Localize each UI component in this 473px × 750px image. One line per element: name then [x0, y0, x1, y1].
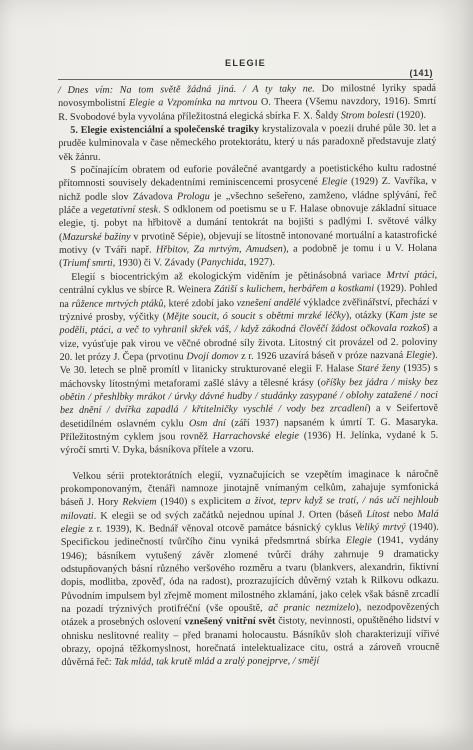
- title-italic: vznešení andělé: [236, 297, 301, 309]
- quote-text: a život, teprv když se tratí, / nás učí nejhloub milovati: [60, 494, 439, 522]
- title-italic: Elegie a Vzpomínka na mrtvou: [128, 97, 258, 109]
- header-rule: [58, 79, 433, 80]
- text-run: ), otázky (: [345, 309, 389, 322]
- title-italic: Harrachovské elegie: [212, 430, 300, 442]
- emphasis-bold: vznešený vnitřní svět: [184, 616, 276, 628]
- quote-text: / Dnes vím: Na tom světě žádná jiná. / A ty taky ne.: [58, 83, 315, 96]
- title-italic: Osm dní: [188, 417, 226, 429]
- title-italic: Mrtví ptáci: [386, 269, 435, 281]
- title-italic: Veliký mrtvý: [354, 521, 406, 534]
- quote-text: Tak mlád, tak krutě mlád a zralý ponejprve, / smějí: [114, 655, 320, 669]
- text-run: v prvotině Sépie), objevují se lítostně intonované mortuální a katastrofické motivy (v Tváři např.: [58, 229, 437, 257]
- text-run: (1920).: [393, 109, 426, 121]
- page-number: (141): [409, 68, 433, 78]
- text-run: (září 1937) napsaném k úmrtí T. G. Masaryka. Příležitostným cyklem jsou rovněž: [60, 416, 439, 443]
- text-run: výkladce zvěřinářství, přechází v trýznivé prosby, výčitky (: [59, 296, 438, 323]
- body-text: [58, 82, 440, 670]
- text-run: , 1927).: [243, 257, 275, 269]
- text-run: , 1930) či V. Závady (: [112, 257, 201, 270]
- title-italic: Prologu: [176, 190, 210, 203]
- paragraph-5: [60, 467, 439, 669]
- text-run: (1940). Specifickou jedinečností tvůrčího činu vyniká předsmrtná sbírka: [60, 521, 439, 549]
- title-italic: Rekviem: [122, 496, 157, 508]
- title-italic: Strom bolesti: [340, 109, 395, 121]
- text-run: ). Ve 30. letech se plně promítl v litanicky strukturované elegii F. Halase: [59, 349, 438, 377]
- text-run: čistoty, nevinnosti, opuštěného lidství v ohnisku neslitovné reality – před branami holocaustu. Básníkův sloh charakterizují vířivé obrazy, opojná těžkomyslnost, horečnatá intelektualizace citu, ostrá a zároveň vroucně důvěrná řeč:: [61, 615, 440, 669]
- text-run: krystalizovala v poezii druhé půle 30. let a pruděe kulminovala v čase německého protektorátu, který u nás paradoxně představuje zlatý věk žánru.: [58, 122, 437, 163]
- text-run: ) a vize, vyúsťuje pak virou ve věčné obrodné síly života. Litostný cit provázel od 2. poloviny 20. let prózy J. Čepa (prvotinu: [59, 322, 438, 363]
- quote-text: oříšky bez jádra / misky bez obětin / přeshlbky mrákot / úrvky dávné hudby / studánky zasypané / oblohy zatažené / noci bez dnění / dvířka zapadlá / křtitelničky vyschlé / vody bez zrcadlení: [59, 376, 438, 417]
- paragraph-1: [58, 82, 436, 124]
- text-run: ), a podobně je tomu i u V. Holana (: [59, 242, 438, 270]
- title-italic: Zátiší s kulichem, herbářem a kostkami: [213, 283, 375, 296]
- quote-text: ač pranic nezmizelo: [268, 602, 356, 614]
- text-run: Do milostné lyriky spadá novosymbolistní: [58, 82, 437, 110]
- quote-text: Mějte soucit, ó soucit s obětmi mrzké léčky: [166, 310, 346, 323]
- text-run: , které zdobí jako: [163, 297, 237, 309]
- text-run: (1941, vydány 1946); básníkem vytušený závěr zlomené tvůrčí dráhy zahrnuje 9 dramaticky odstupňovaných básní různého veršového rozměru a tvaru (blankvers, alexandrin, fiktivní dopis, modlitba, zpověď, óda na radost), prozrazujících důvěrný vztah k Rilkovu odkazu. Původním impulsem byl zřejmě moment milostného zklamání, jako celek však básně zrcadlí na pozadí trýznivých protifréční (vše opouště,: [60, 535, 440, 616]
- text-run: z r. 1939), K. Bednář věnoval otcově památce básnický cyklus: [84, 522, 355, 535]
- title-italic: Triumf smrti: [62, 258, 113, 270]
- text-run: ) a v Seifertově desetidílném oslavném cyklu: [60, 402, 439, 430]
- text-run: nebo: [389, 508, 418, 520]
- quote-text: Kam jste se poděli, ptáci, a več to vyhranil skřek váš, / když zákodná člověčí žádost očkovala rozkoš: [59, 309, 438, 337]
- text-run: (1935) s máchovsky lítostnými metaforami zašlé slávy a tělesné krásy (: [59, 362, 438, 390]
- running-header: [58, 58, 433, 80]
- text-run: z r. 1926 uzavírá báseň v próze nazvaná: [238, 349, 407, 362]
- chapter-title: ELEGIE: [225, 58, 266, 68]
- paragraph-4: [59, 268, 438, 457]
- title-italic: vegetativní stesk: [90, 204, 159, 216]
- title-italic: Staré ženy: [357, 363, 401, 375]
- text-run: O. Theera (Všemu navzdory, 1916). Smrtí R. Svobodové byla vyvolána příležitostná elegická sbírka F. X. Šaldy: [58, 96, 437, 123]
- text-run: , centrální cyklus ve sbírce R. Weinera: [59, 269, 438, 297]
- title-italic: Hřbitov, Za mrtvým, Amudsen: [155, 243, 283, 256]
- title-italic: Elegie: [321, 176, 348, 188]
- text-run: (1929). Pohled na: [59, 282, 438, 310]
- text-run: . K elegii se od svých začátků nejednou upínal J. Orten (báseň: [93, 508, 367, 522]
- paragraph-2: [58, 122, 436, 164]
- title-italic: Lítost: [366, 508, 390, 520]
- title-italic: Malá elegie: [60, 508, 439, 535]
- paragraph-3: [58, 162, 437, 271]
- text-run: Velkou sérii protektorátních elegií, vyznačujících se vzepětím imaginace k náročně prokomponovaným, čtenáři namnoze jinotajně vnímaným celkům, zahajuje symfonická báseň J. Hory: [60, 468, 439, 509]
- title-italic: Dvojí domov: [186, 350, 239, 363]
- text-run: (1936) H. Jelínka, vydané k 5. výročí smrti V. Dyka, básníkova přítele a vzoru.: [60, 429, 439, 457]
- text-run: je „všechno sešeřeno, zamženo, vládne splývání, řeč pláče a: [58, 189, 437, 217]
- text-run: ), nezodpovězených otázek a prosebných oslovení: [61, 601, 440, 629]
- text-run: S počínajícím obratem od euforie poválečné avantgardy a poetistického kultu radostné přítomnosti souvisely dekadentními reminiscencemi prosycené: [58, 162, 437, 190]
- title-italic: Panychida: [200, 257, 244, 269]
- title-italic: Mazurské bažiny: [62, 231, 131, 243]
- section-heading: 5. Elegie existenciální a společenské tragiky: [70, 123, 260, 136]
- title-italic: Elegie: [405, 349, 432, 361]
- title-italic: Elegie: [345, 535, 372, 547]
- text-run: (1929) Z. Vavříka, v nichž podle slov Závadova: [58, 176, 437, 203]
- text-run: Elegií s biocentrickým až ekologickým viděním je pětinásobná variace: [71, 269, 387, 283]
- text-run: (1940) s explicitem: [156, 496, 246, 508]
- title-italic: růžence mrtvých ptáků: [71, 297, 164, 310]
- text-run: . S odklonem od poetismu se u F. Halase obnovuje základní situace elegie, tj. pobyt na hřbitově a dumání tentokrát na bojišti s padlými I. světové války (: [58, 202, 437, 243]
